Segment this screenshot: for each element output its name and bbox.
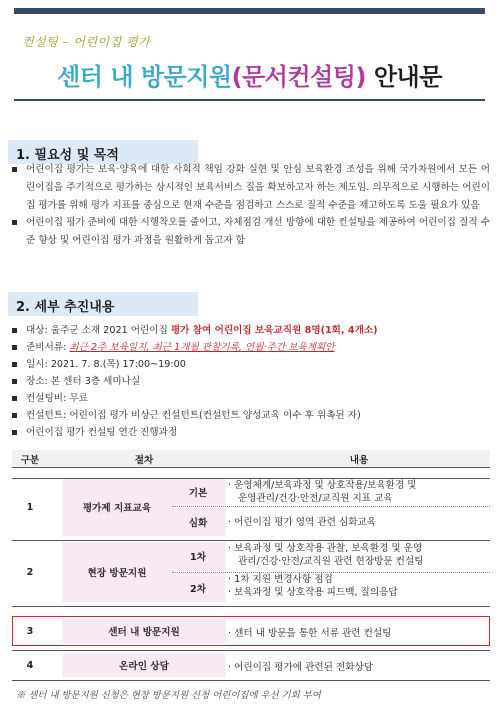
row1-sub-divider — [172, 506, 490, 507]
row-divider — [12, 606, 490, 607]
row3-procedure: 센터 내 방문지원 — [108, 627, 180, 638]
target-label: 대상: 울주군 소재 2021 어린이집 — [26, 325, 171, 336]
list-item: 컨설턴트: 어린이집 평가 비상근 컨설턴트(컨설턴트 양성교육 이수 후 위촉된 자) — [10, 407, 490, 424]
row1-procedure: 평가제 지표교육 — [82, 503, 152, 514]
row2-content-second — [228, 573, 490, 599]
row1-num: 1 — [26, 501, 34, 513]
header-subtitle: 컨설팅 – 어린이집 평가 — [22, 35, 151, 49]
row3-num: 3 — [26, 625, 34, 637]
title-paren: (문서컨설팅) — [231, 63, 366, 91]
docs-highlight: 최근 2주 보육일지, 최근 1개월 관찰기록, 연월·주간 보육계획안 — [69, 342, 335, 353]
title-rule — [14, 99, 485, 101]
docs-label: 준비서류: — [26, 342, 70, 353]
content-line: 관리/건강·안전/교직원 관련 현장방문 컨설팅 — [238, 556, 424, 567]
row1-sub-advanced: 심화 — [188, 518, 208, 529]
row2-sub-second: 2차 — [190, 584, 206, 595]
row3-content: · 센터 내 방문을 통한 서류 관련 컨설팅 — [228, 628, 392, 639]
content-line: 운영관리/건강·안전/교직원 지표 교육 — [238, 493, 393, 504]
title-main: 센터 내 방문지원 — [57, 63, 232, 91]
header-category: 구분 — [20, 455, 40, 466]
list-item: 컨설팅비: 무료 — [10, 390, 490, 407]
list-item-docs — [10, 339, 490, 356]
row2-num: 2 — [26, 566, 34, 578]
content-line: · 운영체계/보육과정 및 상호작용/보육환경 및 — [228, 480, 417, 491]
content-line: · 1차 지원 변경사항 점검 — [228, 574, 333, 585]
table-bottom-rule — [12, 680, 490, 681]
section2-list — [10, 322, 490, 441]
row-divider — [12, 650, 490, 651]
row1-content-advanced: · 어린이집 평가 영역 관련 심화교육 — [228, 517, 377, 528]
list-item-target — [10, 322, 490, 339]
section1-heading: 1. 필요성 및 목적 — [8, 140, 198, 164]
content-line: · 보육과정 및 상호작용 관찰, 보육환경 및 운영 — [228, 543, 423, 554]
process-table — [12, 450, 490, 682]
row1-content-basic — [228, 479, 490, 505]
top-rule — [14, 8, 485, 14]
row4-procedure: 온라인 상담 — [119, 661, 169, 672]
list-item: 어린이집 평가는 보육·양육에 대한 사회적 책임 강화 실현 및 안심 보육환경 조성을 위해 국가차원에서 모든 어린이집을 주기적으로 평가하는 상시적인 보육서비스 질을 확보하고자 하는 제도임. 의무적으로 시행하는 어린이집 평가를 위해 평가 지표를 중심으로 현재 수준을 점검하고 스스로 질적 수준을 제고하도록 도울 필요가 있음 — [10, 161, 490, 214]
header-content: 내용 — [349, 455, 369, 466]
list-item: 장소: 본 센터 3층 세미나실 — [10, 373, 490, 390]
row2-sub-first: 1차 — [190, 552, 206, 563]
row2-procedure: 현장 방문지원 — [87, 568, 147, 579]
row1-sub-basic: 기본 — [188, 488, 208, 499]
section1-list — [10, 161, 490, 250]
footnote: ※ 센터 내 방문지원 신청은 현장 방문지원 신청 어린이집에 우선 기회 부여 — [16, 690, 321, 701]
list-item: 일시: 2021. 7. 8.(목) 17:00~19:00 — [10, 356, 490, 373]
title-suffix: 안내문 — [373, 63, 442, 91]
section2-heading: 2. 세부 추진내용 — [8, 292, 198, 316]
row4-num: 4 — [26, 659, 34, 671]
page-title — [0, 57, 499, 92]
header-procedure: 절차 — [134, 455, 154, 466]
list-item: 어린이집 평가 준비에 대한 시행착오를 줄이고, 자체점검 개선 방향에 대한 컨설팅을 제공하여 어린이집 질적 수준 향상 및 어린이집 평가 과정을 원활하게 돕고자 함 — [10, 214, 490, 250]
content-line: · 보육과정 및 상호작용 피드백, 질의응답 — [228, 587, 398, 598]
row4-content: · 어린이집 평가에 관련된 전화상담 — [228, 662, 373, 673]
row2-content-first — [228, 542, 490, 568]
list-item: 어린이집 평가 컨설팅 연간 진행과정 — [10, 424, 490, 441]
target-highlight: 평가 참여 어린이집 보육교직원 8명(1회, 4개소) — [170, 325, 378, 336]
